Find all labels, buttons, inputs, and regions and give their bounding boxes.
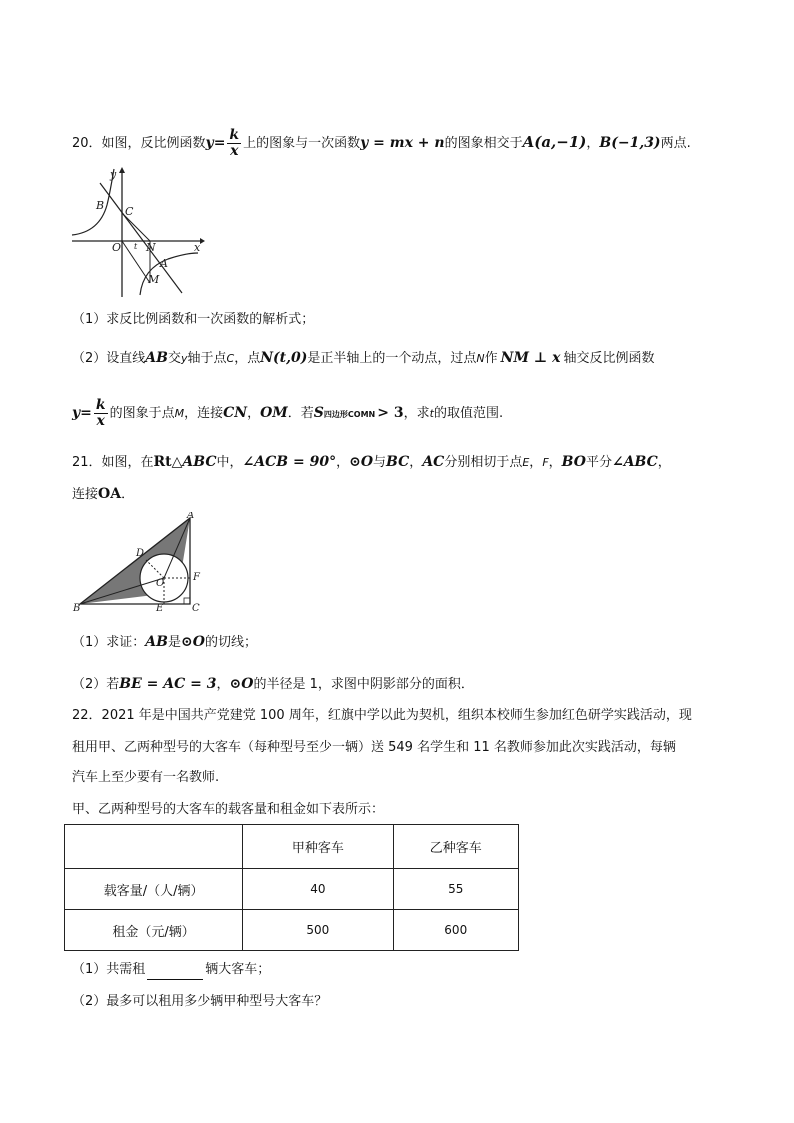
right-angle-mark	[184, 598, 190, 604]
point-a: A(a,−1)	[522, 133, 587, 151]
label-f: F	[193, 572, 200, 583]
figure-21-triangle	[70, 512, 205, 612]
table-cell: 55	[393, 869, 518, 910]
fraction-k-over-x-2: $\frac{k}{x}$	[95, 397, 106, 429]
line-ab	[100, 183, 182, 293]
answer-blank[interactable]	[147, 965, 203, 980]
label-n: N	[146, 241, 156, 254]
q21-line1: 21．如图，在Rt△ABC中，∠ACB = 90°，⊙O与BC，AC分别相切于点E，F，BO平分∠ABC，	[72, 454, 671, 470]
label-y: y	[110, 168, 117, 181]
table-row	[65, 869, 519, 910]
table-header-type-a: 甲种客车	[243, 825, 393, 869]
point-b: B(−1,3)	[599, 135, 661, 151]
table-row	[65, 910, 519, 951]
fraction-k-over-x: $\frac{k}{x}$	[229, 127, 240, 159]
table-cell-label: 载客量/（人/辆）	[65, 869, 243, 910]
q20-part1: （1）求反比例函数和一次函数的解析式；	[72, 312, 315, 327]
table-header-type-b: 乙种客车	[393, 825, 518, 869]
label-d: D	[136, 548, 145, 559]
label-a: A	[160, 257, 168, 270]
hyperbola-branch-left	[72, 169, 114, 235]
q22-part2: （2）最多可以租用多少辆甲种型号大客车？	[72, 994, 328, 1009]
q22-line2: 租用甲、乙两种型号的大客车（每种型号至少一辆）送 549 名学生和 11 名教师参加此次实践活动，每辆	[72, 740, 676, 755]
label-b: B	[96, 199, 105, 212]
q21-line2: 连接OA．	[72, 486, 135, 502]
table-header-empty	[65, 825, 243, 869]
table-cell-label: 租金（元/辆）	[65, 910, 243, 951]
q22-line4: 甲、乙两种型号的大客车的载客量和租金如下表所示：	[72, 802, 385, 817]
q22-part1: （1）共需租 辆大客车；	[72, 960, 270, 980]
linear-function: y = mx + n	[360, 135, 445, 151]
label-o: O	[156, 578, 165, 589]
y-axis-arrow	[119, 167, 125, 173]
table-cell: 40	[243, 869, 393, 910]
label-a: A	[187, 512, 195, 521]
label-t: t	[134, 242, 138, 251]
rental-table	[64, 824, 519, 951]
q21-part2: （2）若BE = AC = 3，⊙O的半径是 1，求图中阴影部分的面积．	[72, 676, 474, 692]
label-m: M	[148, 273, 160, 286]
figure-20-graph	[70, 165, 205, 297]
q20-line4: y= $\frac{k}{x}$ 的图象于点M，连接CN，OM．若S四边形COMN > 3，求t的取值范围.	[72, 397, 504, 429]
q22-line3: 汽车上至少要有一名教师.	[72, 770, 220, 785]
q20-part2: （2）设直线AB交y轴于点C，点N(t,0)是正半轴上的一个动点，过点N作 NM ⊥ x 轴交反比例函数	[72, 350, 655, 366]
table-cell: 600	[393, 910, 518, 951]
label-o: O	[112, 241, 122, 254]
table-cell: 500	[243, 910, 393, 951]
table-header-row	[65, 825, 519, 869]
q22-line1: 22．2021 年是中国共产党建党 100 周年，红旗中学以此为契机，组织本校师生参加红色研学实践活动，现	[72, 708, 692, 723]
label-x: x	[194, 241, 201, 254]
label-c: C	[192, 603, 200, 612]
q21-part1: （1）求证：AB是⊙O的切线；	[72, 634, 257, 650]
label-b: B	[73, 603, 81, 612]
label-c: C	[125, 205, 134, 218]
q20-line1: 20．如图，反比例函数y= $\frac{k}{x}$ 上的图象与一次函数y = mx + n的图象相交于A(a,−1)，B(−1,3)两点.	[72, 127, 691, 159]
label-e: E	[156, 603, 164, 612]
x-axis-arrow	[200, 238, 205, 244]
